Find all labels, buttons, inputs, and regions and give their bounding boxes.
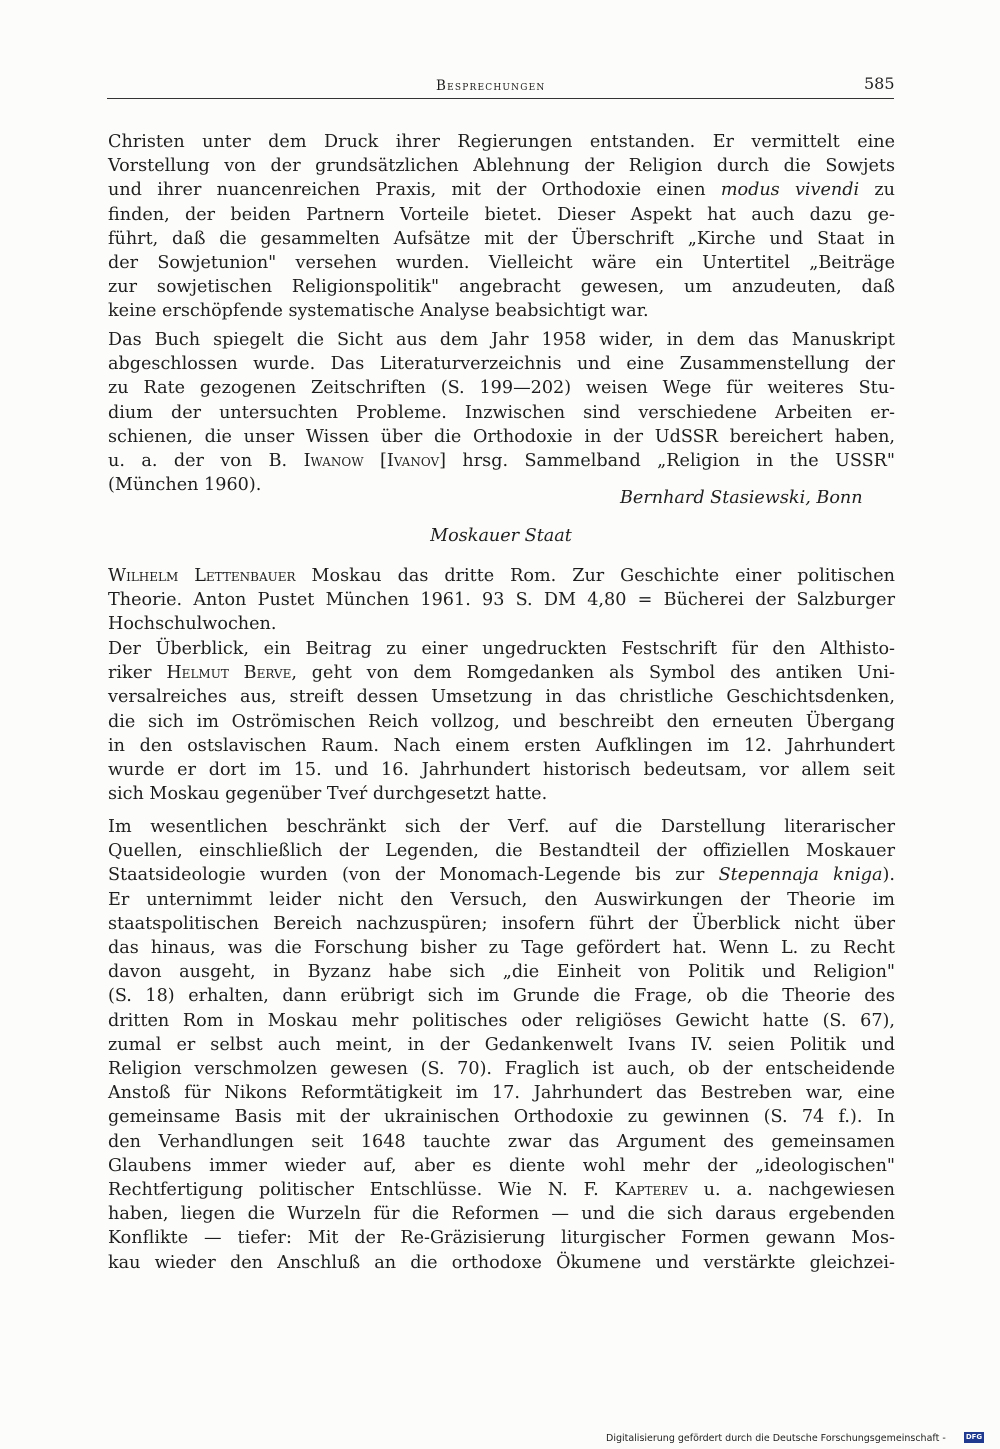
text-line: Religion verschmolzen gewesen (S. 70). Fraglich ist auch, ob der entscheidende bbox=[108, 1059, 895, 1080]
text-line: u. a. der von B. Iwanow [Ivanov] hrsg. Sammelband „Religion in the USSR" bbox=[108, 451, 895, 472]
text-line: zur sowjetischen Religionspolitik" angebracht gewesen, um anzudeuten, daß bbox=[108, 277, 895, 298]
text-line: Er unternimmt leider nicht den Versuch, den Auswirkungen der Theorie im bbox=[108, 889, 895, 910]
author-name: Kapterev bbox=[614, 1180, 688, 1201]
author-name: Ivanov bbox=[386, 451, 440, 472]
text-line: haben, liegen die Wurzeln für die Reformen — und die sich daraus ergebenden bbox=[108, 1204, 895, 1225]
text-line: schienen, die unser Wissen über die Orthodoxie in der UdSSR bereichert haben, bbox=[108, 426, 895, 447]
text-line: Das Buch spiegelt die Sicht aus dem Jahr 1958 wider, in dem das Manuskript bbox=[108, 330, 895, 350]
review-2-paragraph-2 bbox=[108, 815, 895, 1275]
text-line: in den ostslavischen Raum. Nach einem ersten Aufklingen im 12. Jahrhundert bbox=[108, 735, 895, 756]
dfg-logo: DFG bbox=[965, 1433, 983, 1441]
author-name: Iwanow bbox=[303, 451, 364, 472]
text-line: die sich im Oströmischen Reich vollzog, und beschreibt den erneuten Übergang bbox=[108, 711, 895, 732]
text-line: Konflikte — tiefer: Mit der Re-Gräzisierung liturgischer Formen gewann Mos- bbox=[108, 1228, 895, 1249]
funding-note: Digitalisierung gefördert durch die Deutsche Forschungsgemeinschaft - bbox=[606, 1433, 946, 1444]
text-line: Hochschulwochen. bbox=[108, 614, 277, 635]
text-line: Quellen, einschließlich der Legenden, die Bestandteil der offiziellen Moskauer bbox=[108, 841, 895, 862]
text-line: keine erschöpfende systematische Analyse beabsichtigt war. bbox=[108, 301, 649, 322]
text-line: versalreiches aus, streift dessen Umsetzung in das christliche Geschichtsdenken, bbox=[108, 687, 895, 708]
text-line: Rechtfertigung politischer Entschlüsse. Wie N. F. Kapterev u. a. nachgewiesen bbox=[108, 1180, 895, 1201]
text-line: Vorstellung von der grundsätzlichen Ablehnung der Religion durch die Sowjets bbox=[108, 156, 895, 177]
author-name: Helmut Berve bbox=[166, 663, 292, 684]
text-line: Theorie. Anton Pustet München 1961. 93 S. DM 4,80 = Bücherei der Salzburger bbox=[108, 590, 895, 611]
text-line: staatspolitischen Bereich nachzuspüren; insofern führt der Überblick nicht über bbox=[108, 913, 895, 934]
text-line: sich Moskau gegenüber Tveŕ durchgesetzt hatte. bbox=[108, 784, 548, 805]
review-2-paragraph-1 bbox=[108, 637, 895, 806]
running-title: Besprechungen bbox=[436, 78, 546, 94]
section-heading: Moskauer Staat bbox=[430, 526, 572, 546]
text-line: Anstoß für Nikons Reformtätigkeit im 17. Jahrhundert das Bestreben war, eine bbox=[108, 1083, 895, 1104]
text-line: (München 1960). bbox=[108, 475, 262, 496]
work-title: Stepennaja kniga bbox=[718, 865, 883, 886]
review-1-paragraph-2 bbox=[108, 328, 895, 497]
text-line: den Verhandlungen seit 1648 tauchte zwar das Argument des gemeinsamen bbox=[108, 1131, 895, 1152]
text-line: Glaubens immer wieder auf, aber es diente wohl mehr der „ideologischen" bbox=[108, 1155, 895, 1176]
text-line: (S. 18) erhalten, dann erübrigt sich im Grunde die Frage, ob die Theorie des bbox=[108, 986, 895, 1007]
page-number: 585 bbox=[864, 74, 895, 93]
text-line: davon ausgeht, in Byzanz habe sich „die Einheit von Politik und Religion" bbox=[108, 962, 895, 983]
text-line: zumal er selbst auch meint, in der Gedankenwelt Ivans IV. seien Politik und bbox=[108, 1034, 895, 1055]
text-line: gemeinsame Basis mit der ukrainischen Orthodoxie zu gewinnen (S. 74 f.). In bbox=[108, 1107, 895, 1128]
text-line: und ihrer nuancenreichen Praxis, mit der Orthodoxie einen modus vivendi zu bbox=[108, 180, 895, 201]
text-line: Wilhelm Lettenbauer Moskau das dritte Rom. Zur Geschichte einer politischen bbox=[108, 566, 895, 586]
text-line: riker Helmut Berve, geht von dem Romgedanken als Symbol des antiken Uni- bbox=[108, 663, 895, 684]
text-line: der Sowjetunion" versehen wurden. Vielleicht wäre ein Untertitel „Beiträge bbox=[108, 253, 895, 274]
text-line: kau wieder den Anschluß an die orthodoxe Ökumene und verstärkte gleichzei- bbox=[108, 1252, 895, 1273]
text-line: das hinaus, was die Forschung bisher zu Tage gefördert hat. Wenn L. zu Recht bbox=[108, 938, 895, 959]
review-1-paragraph-1 bbox=[108, 130, 895, 324]
text-line: abgeschlossen wurde. Das Literaturverzeichnis und eine Zusammenstellung der bbox=[108, 354, 895, 375]
text-line: Christen unter dem Druck ihrer Regierungen entstanden. Er vermittelt eine bbox=[108, 132, 895, 152]
text-line: führt, daß die gesammelten Aufsätze mit der Überschrift „Kirche und Staat in bbox=[108, 228, 895, 249]
text-line: Staatsideologie wurden (von der Monomach-Legende bis zur Stepennaja kniga). bbox=[108, 865, 895, 886]
review-signature: Bernhard Stasiewski, Bonn bbox=[620, 488, 863, 508]
text-line: Der Überblick, ein Beitrag zu einer ungedruckten Festschrift für den Althisto- bbox=[108, 639, 895, 659]
text-line: dritten Rom in Moskau mehr politisches oder religiöses Gewicht hatte (S. 67), bbox=[108, 1010, 895, 1031]
author-name: Wilhelm Lettenbauer bbox=[108, 566, 296, 586]
text-line: zu Rate gezogenen Zeitschriften (S. 199—202) weisen Wege für weiteres Stu- bbox=[108, 378, 895, 399]
header-rule bbox=[107, 98, 894, 99]
text-line: finden, der beiden Partnern Vorteile bietet. Dieser Aspekt hat auch dazu ge- bbox=[108, 204, 895, 225]
text-line: wurde er dort im 15. und 16. Jahrhundert historisch bedeutsam, vor allem seit bbox=[108, 760, 895, 781]
text-line: Im wesentlichen beschränkt sich der Verf. auf die Darstellung literarischer bbox=[108, 817, 895, 837]
text-line: dium der untersuchten Probleme. Inzwischen sind verschiedene Arbeiten er- bbox=[108, 402, 895, 423]
modus-vivendi-term: modus vivendi bbox=[720, 180, 860, 201]
book-citation bbox=[108, 564, 895, 637]
